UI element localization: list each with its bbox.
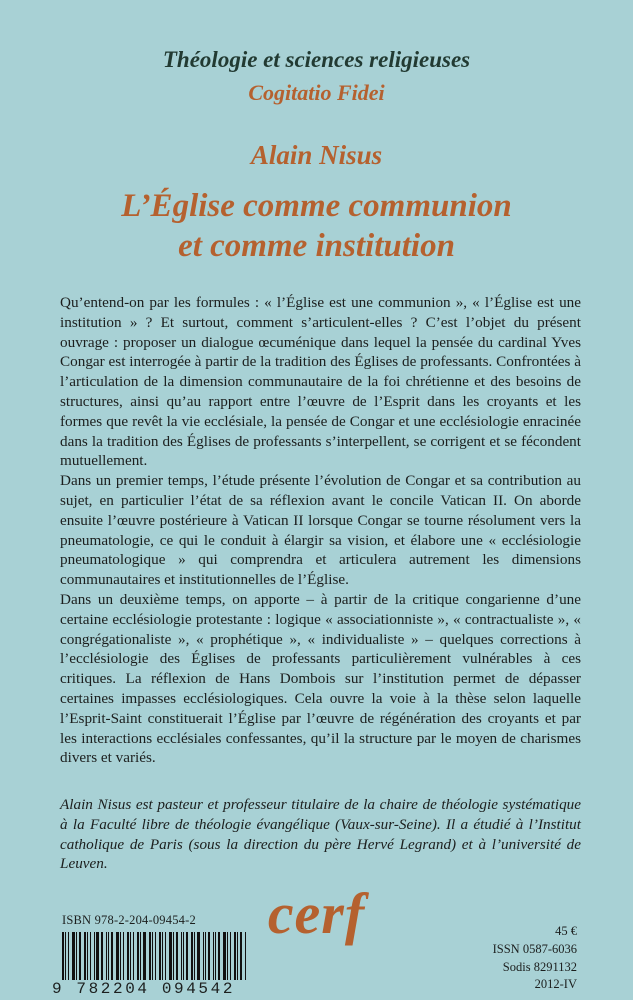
book-title-line-1: L’Église comme communion [121, 188, 512, 224]
blurb-paragraph-2: Dans un premier temps, l’étude présente l’évolution de Congar et sa contribution au sujet, en particulier l’état de sa réflexion avant le concile Vatican II. On aborde ensuite l’œuvre postérieure à Vatican II lorsque Congar se tourne résolument vers la pneumatologie, ce qui le conduit à élargir sa vision, et élabore une « ecclésiologie pneumatologique » qui comprendra et articulera autrement les dimensions communautaires et institutionnelles de l’Église. [60, 472, 581, 589]
price: 45 € [555, 924, 577, 938]
author-name: Alain Nisus [250, 140, 383, 170]
book-title [0, 186, 633, 266]
collection-name: Cogitatio Fidei [248, 80, 385, 105]
edition-code: 2012-IV [534, 977, 577, 992]
blurb-paragraph-3: Dans un deuxième temps, on apporte – à partir de la critique congarienne d’une certaine ecclésiologie protestante : logique « associationniste », « contractualiste », « congrégationaliste », « prophétique », « individualiste » – quelques corrections à l’ecclésiologie des Églises de professants particulièrement vulnérables à ces critiques. La réflexion de Hans Dombois sur l’institution permet de dépasser certaines impasses ecclésiologiques. Cela ouvre la voie à la thèse selon laquelle l’Esprit-Saint constituerait l’Église par l’œuvre de régénération des croyants et par les interactions ecclésiales confessantes, qu’il la structure par le moyen de charismes divers et variés. [60, 590, 581, 767]
book-title-line-2: et comme institution [178, 228, 455, 264]
issn: ISSN 0587-6036 [492, 941, 577, 956]
publisher-logo: cerf [267, 881, 366, 946]
blurb-paragraph-1: Qu’entend-on par les formules : « l’Église est une communion », « l’Église est une institution » ? Et surtout, comment s’articulent-elles ? C’est l’objet du présent ouvrage : proposer un dialogue œcuménique dans lequel la pensée du cardinal Yves Congar est interrogée à partir de la tradition des Églises de professants. Confrontées à l’articulation de la dimension communautaire de la foi chrétienne et des besoins de structures, ainsi qu’au rapport entre l’œuvre de l’Esprit dans les croyants et les formes que revêt la vie ecclésiale, la pensée de Congar et une ecclésiologie enracinée dans la tradition des Églises de professants s’interpellent, se corrigent et se fécondent mutuellement. [60, 294, 581, 470]
sodis-code: Sodis 8291132 [502, 959, 577, 974]
isbn: ISBN 978-2-204-09454-2 [62, 913, 196, 927]
barcode-digits: 9 782204 094542 [52, 980, 236, 998]
series-title: Théologie et sciences religieuses [162, 47, 471, 72]
author-bio: Alain Nisus est pasteur et professeur titulaire de la chaire de théologie systématique à la Faculté libre de théologie évangélique (Vaux-sur-Seine). Il a étudié à l’Institut catholique de Paris (sous la direction du père Hervé Legrand) et à l’université de Leuven. [60, 796, 581, 873]
blurb [60, 293, 581, 768]
publication-info [493, 923, 577, 994]
